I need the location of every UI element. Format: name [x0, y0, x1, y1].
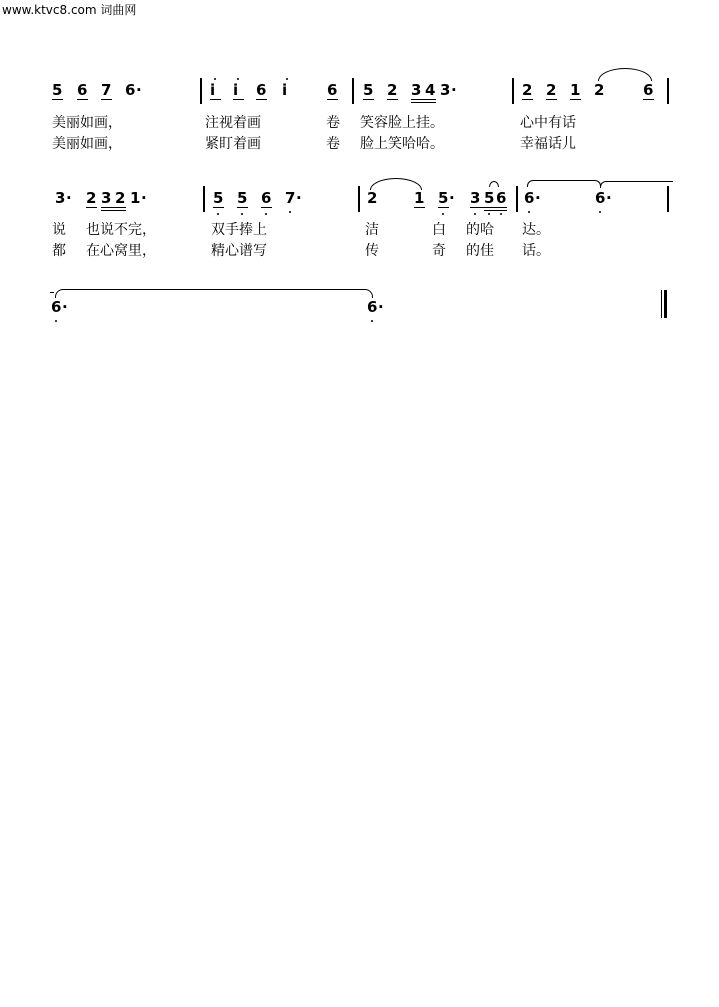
note: 2 [594, 81, 605, 99]
lyric: 传 [365, 243, 379, 259]
lyric: 的哈 [466, 222, 494, 238]
note: 1 [414, 189, 425, 207]
lyric: 注视着画 [205, 115, 261, 131]
lyric: 也说不完， [86, 222, 156, 238]
note: 3 [101, 189, 112, 207]
barline [667, 78, 669, 104]
lyric: 白 [432, 222, 446, 238]
note: 2 [367, 189, 378, 207]
lyric: 的佳 [466, 243, 494, 259]
barline [516, 186, 518, 212]
lyric: 紧盯着画 [205, 136, 261, 152]
note: 6 [643, 81, 654, 99]
note: 6 [77, 81, 88, 99]
barline [200, 78, 202, 104]
lyric: 在心窝里， [86, 243, 156, 259]
lyric: 话。 [522, 243, 550, 259]
note: 3 [440, 81, 451, 99]
barline [203, 186, 205, 212]
tie-bracket [600, 181, 673, 188]
note: 5 [213, 189, 224, 207]
dot-extension: · [449, 189, 455, 207]
dot-extension: · [606, 189, 612, 207]
note: 2 [546, 81, 557, 99]
note: 5 [363, 81, 374, 99]
dot-extension: · [535, 189, 541, 207]
lyric: 卷 [326, 136, 340, 152]
lyric: 心中有话 [520, 115, 576, 131]
final-barline-thick [664, 290, 667, 318]
tie-arc [598, 68, 652, 81]
lyric: 幸福话儿 [520, 136, 576, 152]
note: 2 [115, 189, 126, 207]
note: 6 [595, 189, 606, 207]
note: 3 [411, 81, 422, 99]
lyric: 精心谱写 [211, 243, 267, 259]
note: 5 [52, 81, 63, 99]
final-barline-thin [661, 290, 662, 318]
barline [358, 186, 360, 212]
note: 2 [522, 81, 533, 99]
dot-extension: · [451, 81, 457, 99]
barline [352, 78, 354, 104]
lyric: 达。 [522, 222, 550, 238]
note: 7 [101, 81, 112, 99]
note: 4 [425, 81, 436, 99]
lyric: 笑容脸上挂。 [360, 115, 444, 131]
barline [667, 186, 669, 212]
note: 5 [438, 189, 449, 207]
site-watermark: www.ktvc8.com 词曲网 [2, 3, 137, 17]
note: 6 [51, 298, 62, 316]
note: i [233, 81, 239, 99]
tie-arc [489, 181, 499, 187]
lyric: 洁 [365, 222, 379, 238]
dot-extension: · [66, 189, 72, 207]
tie-arc [370, 178, 422, 190]
lyric: 脸上笑哈哈。 [360, 136, 444, 152]
note: 2 [387, 81, 398, 99]
dot-extension: · [136, 81, 142, 99]
dot-extension: · [141, 189, 147, 207]
note: 5 [237, 189, 248, 207]
note: 6 [496, 189, 507, 207]
note: 1 [130, 189, 141, 207]
lyric: 卷 [326, 115, 340, 131]
note: 6 [261, 189, 272, 207]
tie-bracket [55, 289, 373, 298]
note: 6 [327, 81, 338, 99]
note: i [210, 81, 216, 99]
lyric: 美丽如画， [52, 115, 122, 131]
tie-bracket [527, 180, 601, 187]
dot-extension: · [378, 298, 384, 316]
note: 5 [484, 189, 495, 207]
dot-extension: · [62, 298, 68, 316]
note: 3 [55, 189, 66, 207]
note: 6 [524, 189, 535, 207]
dot-extension: · [296, 189, 302, 207]
note: 6 [367, 298, 378, 316]
lyric: 奇 [432, 243, 446, 259]
note: 6 [256, 81, 267, 99]
lyric: 都 [52, 243, 66, 259]
note: i [282, 81, 288, 99]
note: 2 [86, 189, 97, 207]
note: 3 [470, 189, 481, 207]
barline [512, 78, 514, 104]
note: 6 [125, 81, 136, 99]
lyric: 说 [52, 222, 66, 238]
note: 1 [570, 81, 581, 99]
note: 7 [285, 189, 296, 207]
lyric: 双手捧上 [211, 222, 267, 238]
lyric: 美丽如画， [52, 136, 122, 152]
